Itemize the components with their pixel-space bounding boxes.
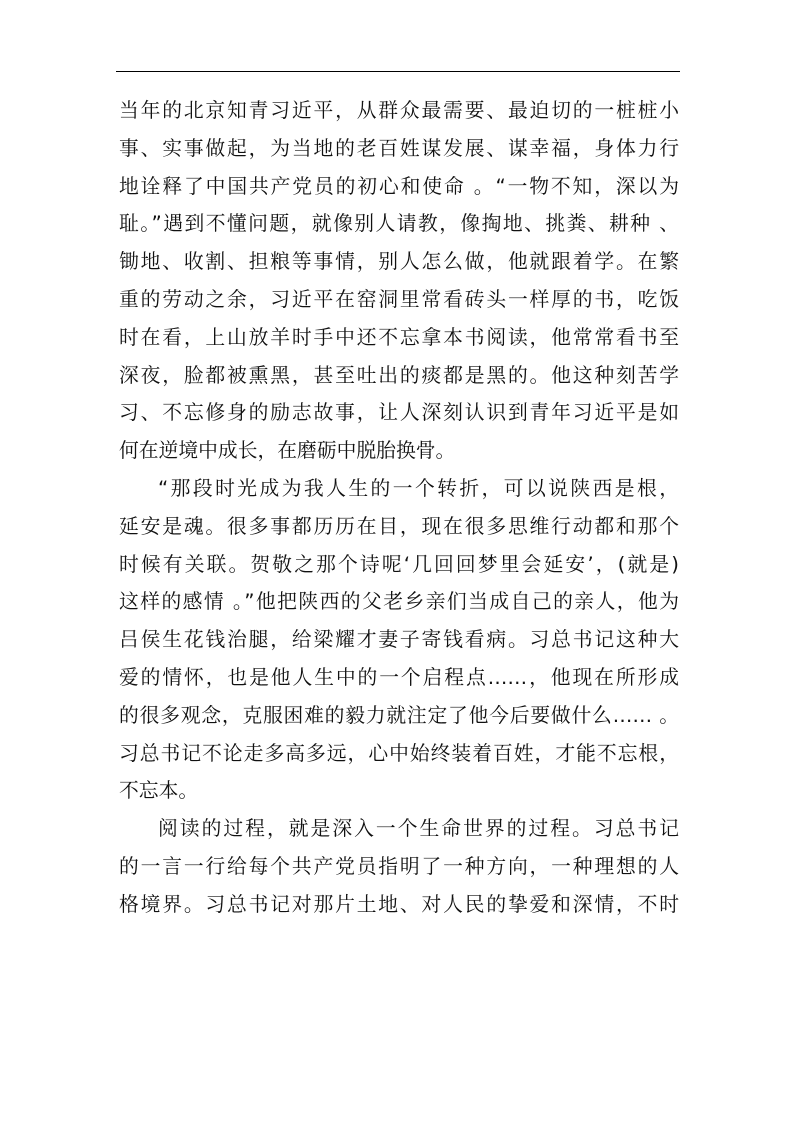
text-line: 地诠释了中国共产党员的初心和使命 。“一物不知，深以为: [119, 174, 679, 198]
text-line: 时候有关联。贺敬之那个诗呢‘几回回梦里会延安’，(就是): [119, 552, 679, 576]
text-line: “那段时光成为我人生的一个转折，可以说陕西是根，: [158, 476, 679, 500]
text-line: 习总书记不论走多高多远，心中始终装着百姓，才能不忘根，: [119, 741, 679, 765]
text-line: 深夜，脸都被熏黑，甚至吐出的痰都是黑的。他这种刻苦学: [119, 363, 679, 387]
text-line: 阅读的过程，就是深入一个生命世界的过程。习总书记: [158, 817, 679, 841]
text-line: 重的劳动之余，习近平在窑洞里常看砖头一样厚的书，吃饭: [119, 287, 679, 311]
text-line: 习、不忘修身的励志故事，让人深刻认识到青年习近平是如: [119, 401, 679, 425]
text-line: 当年的北京知青习近平，从群众最需要、最迫切的一桩桩小: [119, 99, 679, 122]
text-line: 事、实事做起，为当地的老百姓谋发展、谋幸福，身体力行: [119, 136, 679, 160]
text-line: 延安是魂。很多事都历历在目，现在很多思维行动都和那个: [119, 514, 679, 538]
text-line: 时在看，上山放羊时手中还不忘拿本书阅读，他常常看书至: [119, 325, 679, 349]
text-line: 的很多观念，克服困难的毅力就注定了他今后要做什么…… 。: [119, 703, 679, 727]
header-rule: [116, 71, 680, 72]
text-line: 耻。”遇到不懂问题，就像别人请教，像掏地、挑粪、耕种 、: [119, 212, 679, 236]
text-line: 不忘本。: [119, 779, 199, 803]
text-line: 吕侯生花钱治腿，给梁耀才妻子寄钱看病。习总书记这种大: [119, 628, 679, 652]
text-line: 格境界。习总书记对那片土地、对人民的挚爱和深情，不时: [119, 892, 679, 916]
body-text: [119, 92, 679, 924]
text-line: 的一言一行给每个共产党员指明了一种方向，一种理想的人: [119, 854, 679, 878]
text-line: 这样的感情 。”他把陕西的父老乡亲们当成自己的亲人，他为: [119, 590, 679, 614]
text-line: 锄地、收割、担粮等事情，别人怎么做，他就跟着学。在繁: [119, 250, 679, 274]
text-line: 爱的情怀，也是他人生中的一个启程点……，他现在所形成: [119, 665, 679, 689]
text-line: 何在逆境中成长，在磨砺中脱胎换骨。: [119, 439, 456, 463]
